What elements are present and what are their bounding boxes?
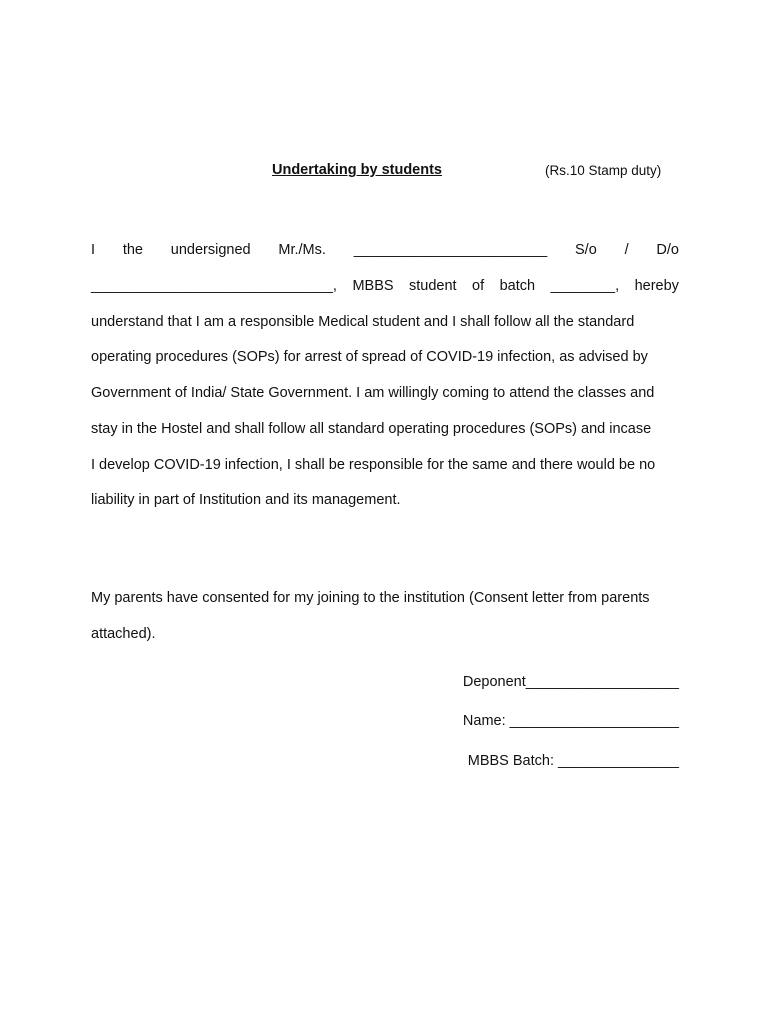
stamp-duty-note: (Rs.10 Stamp duty) xyxy=(545,163,662,178)
body-word: D/o xyxy=(656,242,679,258)
body-word: of xyxy=(472,278,485,294)
parents-consent-line-1: My parents have consented for my joining to the institution (Consent letter from parents xyxy=(91,590,650,606)
mbbs-batch-field: MBBS Batch: _______________ xyxy=(467,753,679,769)
deponent-signature-field: Deponent___________________ xyxy=(462,674,679,690)
body-word: Mr./Ms. xyxy=(278,242,326,258)
body-word: undersigned xyxy=(170,242,251,258)
body-line-5: Government of India/ State Government. I am willingly coming to attend the classes and xyxy=(91,385,655,401)
body-word: MBBS xyxy=(352,278,394,294)
body-line-7: I develop COVID-19 infection, I shall be responsible for the same and there would be no xyxy=(91,457,656,473)
body-line-3: understand that I am a responsible Medical student and I shall follow all the standard xyxy=(91,314,635,330)
name-field: Name: _____________________ xyxy=(462,713,679,729)
body-line-4: operating procedures (SOPs) for arrest of spread of COVID-19 infection, as advised by xyxy=(91,349,648,365)
body-line-1 xyxy=(91,242,679,258)
body-word: batch xyxy=(499,278,536,294)
name-blank: ________________________ xyxy=(353,242,548,258)
body-line-2 xyxy=(91,278,679,294)
document-title: Undertaking by students xyxy=(272,162,442,178)
body-word: / xyxy=(624,242,629,258)
body-word: student xyxy=(409,278,457,294)
body-line-6: stay in the Hostel and shall follow all standard operating procedures (SOPs) and incase xyxy=(91,421,652,437)
body-word: the xyxy=(122,242,143,258)
body-line-8: liability in part of Institution and its management. xyxy=(91,492,401,508)
body-word: hereby xyxy=(634,278,679,294)
body-word: S/o xyxy=(575,242,597,258)
parents-consent-line-2: attached). xyxy=(91,626,156,642)
batch-blank: ________, xyxy=(550,278,620,294)
body-word: I xyxy=(91,242,96,258)
parent-name-blank: ______________________________, xyxy=(91,278,337,294)
